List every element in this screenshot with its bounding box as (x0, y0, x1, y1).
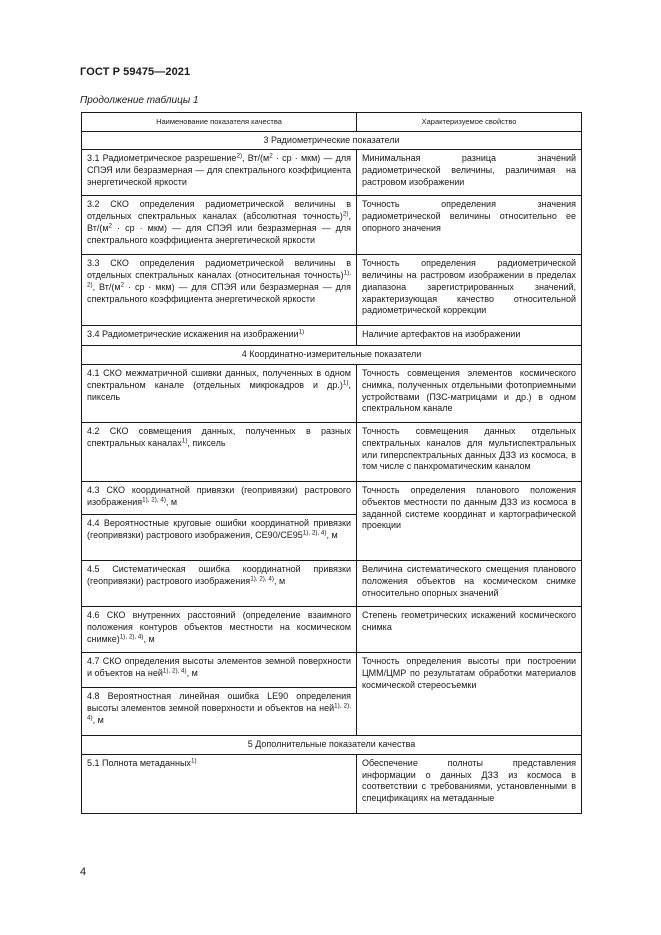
table-row (82, 150, 582, 196)
indicator-3-2: 3.2 СКО определения радиометрической величины в отдельных спектральных каналах (абсолютная точность)$^{2)}$, $Вт/(м^2$ · ср · мкм) — для СПЭЯ или безразмерная — для спектрального коэффициента энергетической яркости (82, 196, 357, 255)
section-header-radiometric: 3 Радиометрические показатели (82, 131, 582, 150)
property-3-3: Точность определения радиометрической величины на растровом изображении в пределах диапазона зарегистрированных значений, характеризующая качество относительной радиометрической коррекции (357, 255, 582, 326)
indicator-3-3: 3.3 СКО определения радиометрической величины в отдельных спектральных каналах (относительная точность)$^{1), 2)}$, $Вт/(м^2$ · ср · мкм) — для СПЭЯ или безразмерная — для спектрального коэффициента энергетической яркости (82, 255, 357, 326)
table-row (82, 607, 582, 653)
table-row (82, 196, 582, 255)
property-4-7-4-8: Точность определения высоты при построении ЦММ/ЦМР по результатам обработки материалов космической стереосъемки (357, 653, 582, 736)
property-4-3-4-4: Точность определения планового положения объектов местности по данным ДЗЗ из космоса в заданной системе координат и картографической проекции (357, 482, 582, 561)
property-4-2: Точность совмещения данных отдельных спектральных каналов для мультиспектральных или гиперспектральных данных ДЗЗ из космоса, в том числе с панхроматическим каналом (357, 423, 582, 482)
property-5-1: Обеспечение полноты представления информации о данных ДЗЗ из космоса в соответствии с требованиями, установленными в спецификациях на метаданные (357, 754, 582, 813)
property-4-5: Величина систематического смещения планового положения объектов на космическом снимке относительно опорных значений (357, 561, 582, 607)
table-row (82, 255, 582, 326)
standard-number: ГОСТ Р 59475—2021 (80, 66, 191, 78)
indicator-5-1: 5.1 Полнота метаданных$^{1)}$ (82, 754, 357, 813)
table-row (82, 482, 582, 515)
indicator-3-4: 3.4 Радиометрические искажения на изображении$^{1)}$ (82, 326, 357, 346)
property-4-6: Степень геометрических искажений космического снимка (357, 607, 582, 653)
page-number: 4 (80, 866, 87, 878)
indicator-4-3: 4.3 СКО координатной привязки (геопривязки) растрового изображения$^{1), 2), 4)}$, м (82, 482, 357, 515)
quality-indicators-table (81, 112, 582, 814)
table-row (82, 365, 582, 423)
indicator-4-8: 4.8 Вероятностная линейная ошибка LE90 определения высоты элементов земной поверхности и объектов на ней$^{1), 2), 4)}$, м (82, 688, 357, 736)
table-continuation-caption: Продолжение таблицы 1 (80, 95, 199, 106)
table-row (82, 561, 582, 607)
table-row (82, 754, 582, 813)
table-row (82, 326, 582, 346)
column-header-indicator: Наименование показателя качества (82, 113, 357, 132)
indicator-4-4: 4.4 Вероятностные круговые ошибки координатной привязки (геопривязки) растрового изображения, $CE90/CE95^{1), 2), 4)}$, м (82, 515, 357, 561)
property-3-2: Точность определения значения радиометрической величины относительно ее опорного значения (357, 196, 582, 255)
indicator-4-7: 4.7 СКО определения высоты элементов земной поверхности и объектов на ней$^{1), 2), 4)}$, м (82, 653, 357, 688)
column-header-property: Характеризуемое свойство (357, 113, 582, 132)
section-header-additional: 5 Дополнительные показатели качества (82, 736, 582, 755)
table-row (82, 423, 582, 482)
property-4-1: Точность совмещения элементов космического снимка, полученных отдельными фотоприемными устройствами (ПЗС-матрицами и др.) в одном спектральном канале (357, 365, 582, 423)
indicator-3-1: 3.1 Радиометрическое разрешение$^{2)}$, $Вт/(м^2$ · ср · мкм) — для СПЭЯ или безразмерная — для спектрального коэффициента энергетической яркости (82, 150, 357, 196)
indicator-4-6: 4.6 СКО внутренних расстояний (определение взаимного положения контуров объектов местности на космическом снимке)$^{1), 2), 4)}$, м (82, 607, 357, 653)
property-3-1: Минимальная разница значений радиометрической величины, различимая на растровом изображении (357, 150, 582, 196)
indicator-4-1: 4.1 СКО межматричной сшивки данных, полученных в одном спектральном канале (отдельных микрокадров и др.)$^{1)}$, пиксель (82, 365, 357, 423)
section-header-coordinate: 4 Координатно-измерительные показатели (82, 346, 582, 365)
indicator-4-2: 4.2 СКО совмещения данных, полученных в разных спектральных каналах$^{1)}$, пиксель (82, 423, 357, 482)
indicator-4-5: 4.5 Систематическая ошибка координатной привязки (геопривязки) растрового изображения$^{1), 2), 4)}$, м (82, 561, 357, 607)
table-header-row (82, 113, 582, 132)
property-3-4: Наличие артефактов на изображении (357, 326, 582, 346)
table-row (82, 653, 582, 688)
